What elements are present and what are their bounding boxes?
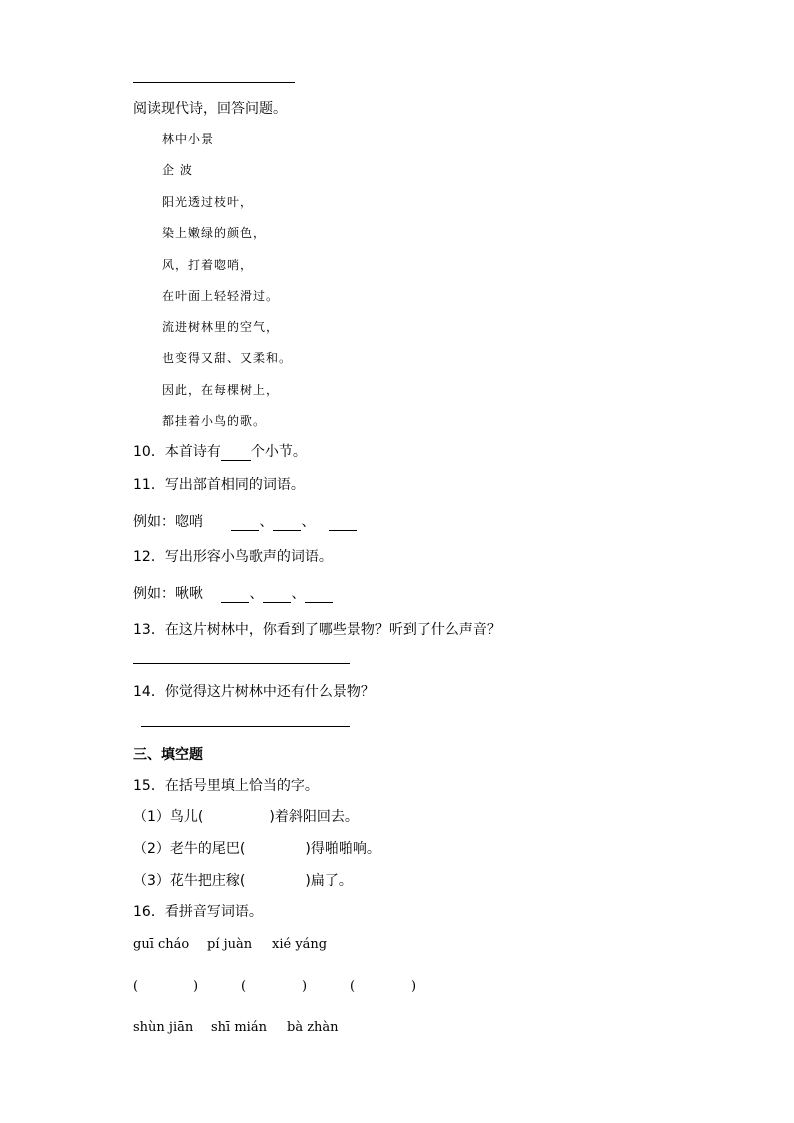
answer-blank[interactable] (231, 516, 259, 531)
answer-blank[interactable] (221, 588, 249, 603)
answer-paren-close[interactable]: ) (302, 979, 308, 994)
poem-line: 染上嫩绿的颜色， (162, 226, 267, 240)
item-text-before: 鸟儿( (169, 809, 204, 825)
poem-line: 阳光透过枝叶， (162, 195, 254, 209)
pinyin-item: bà zhàn (287, 1020, 339, 1035)
reading-instruction: 阅读现代诗，回答问题。 (133, 101, 287, 117)
answer-blank[interactable] (305, 588, 333, 603)
poem-line: 因此，在每棵树上， (162, 383, 280, 397)
answer-blank[interactable] (273, 516, 301, 531)
answer-blank[interactable] (263, 588, 291, 603)
answer-line[interactable] (141, 726, 350, 727)
pinyin-item: guī cháo (133, 937, 190, 952)
question-16: 16．看拼音写词语。 (133, 904, 263, 920)
item-text-before: 花牛把庄稼( (169, 873, 246, 889)
separator: 、 (249, 586, 264, 602)
example-label: 例如：唿哨 (133, 514, 203, 530)
question-12-example (133, 583, 333, 603)
poem-line: 在叶面上轻轻滑过。 (162, 289, 280, 303)
question-11: 11．写出部首相同的词语。 (133, 477, 305, 493)
example-label: 例如：啾啾 (133, 586, 203, 602)
fill-item (133, 838, 381, 858)
separator: 、 (259, 514, 274, 530)
item-number: （1） (133, 809, 170, 825)
item-number: （3） (133, 873, 170, 889)
poem-author: 企 波 (162, 163, 193, 177)
question-11-example (133, 511, 357, 531)
pinyin-item: pí juàn (207, 937, 253, 952)
poem-line: 流进树林里的空气， (162, 320, 280, 334)
item-text-after: )着斜阳回去。 (269, 809, 359, 825)
answer-line[interactable] (133, 663, 350, 664)
answer-paren-close[interactable]: ) (411, 979, 417, 994)
separator: 、 (291, 586, 306, 602)
answer-paren-open[interactable]: ( (133, 979, 139, 994)
fill-item (133, 806, 359, 826)
fill-item (133, 870, 353, 890)
question-12: 12．写出形容小鸟歌声的词语。 (133, 549, 333, 565)
answer-paren-close[interactable]: ) (193, 979, 199, 994)
poem-line: 也变得又甜、又柔和。 (162, 351, 293, 365)
pinyin-item: shī mián (211, 1020, 267, 1035)
question-14: 14．你觉得这片树林中还有什么景物？ (133, 684, 375, 700)
question-10-text: 10．本首诗有 (133, 444, 221, 460)
section-heading: 三、填空题 (133, 747, 203, 763)
stanza-count-blank[interactable] (221, 446, 251, 461)
answer-blank[interactable] (329, 516, 357, 531)
answer-paren-open[interactable]: ( (350, 979, 356, 994)
pinyin-item: xié yáng (272, 937, 328, 952)
question-10-suffix: 个小节。 (250, 444, 307, 460)
item-text-after: )得啪啪响。 (305, 841, 381, 857)
question-15: 15．在括号里填上恰当的字。 (133, 778, 319, 794)
poem-title: 林中小景 (162, 132, 215, 146)
pinyin-item: shùn jiān (133, 1020, 194, 1035)
poem-line: 风，打着唿哨， (162, 258, 254, 272)
separator: 、 (301, 514, 316, 530)
question-13: 13．在这片树林中，你看到了哪些景物？听到了什么声音？ (133, 622, 501, 638)
top-answer-line (133, 82, 295, 83)
answer-paren-open[interactable]: ( (241, 979, 247, 994)
item-text-before: 老牛的尾巴( (169, 841, 246, 857)
question-10 (133, 441, 307, 461)
poem-line: 都挂着小鸟的歌。 (162, 414, 267, 428)
item-text-after: )扁了。 (305, 873, 353, 889)
item-number: （2） (133, 841, 170, 857)
